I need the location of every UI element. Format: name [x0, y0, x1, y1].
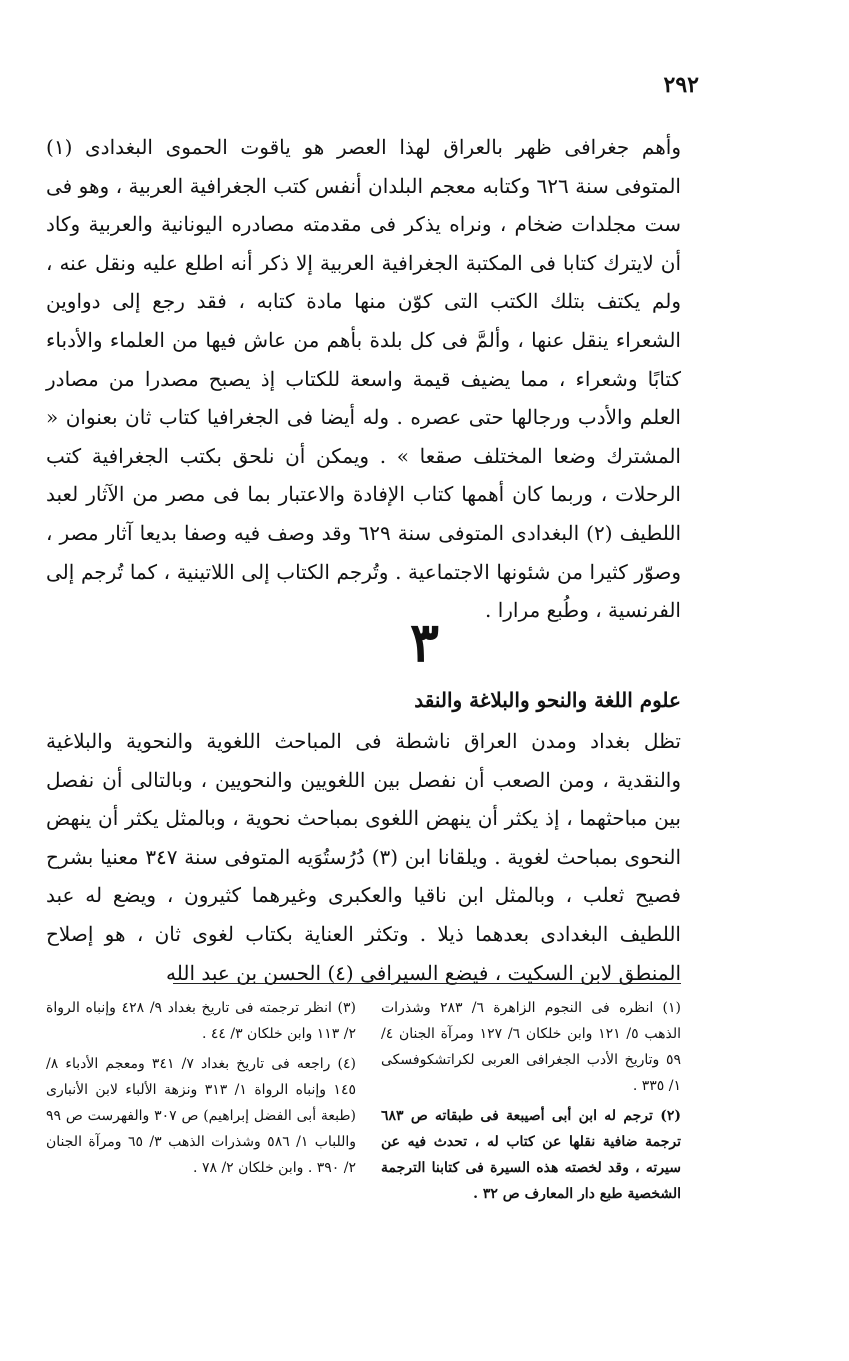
footnote-2: (٢) ترجم له ابن أبى أصيبعة فى طبقاته ص ٦٨٣ ترجمة ضافية نقلها عن كتاب له ، تحدث فيه عن سيرته ، وقد لخصته هذه السيرة فى كتابنا الترجمة الشخصية طبع دار المعارف ص ٣٢ . [381, 1108, 681, 1202]
footnotes-column-right [381, 995, 681, 1211]
section-number: ٣ [409, 610, 439, 674]
footnotes-column-left [46, 995, 356, 1185]
body-paragraph-geography: وأهم جغرافى ظهر بالعراق لهذا العصر هو ياقوت الحموى البغدادى (١) المتوفى سنة ٦٢٦ وكتابه معجم البلدان أنفس كتب الجغرافية العربية ، وهو فى ست مجلدات ضخام ، ونراه يذكر فى مقدمته مصادره اليونانية والعربية وكاد أن لايترك كتابا فى المكتبة الجغرافية العربية إلا ذكر أنه اطلع عليه ونقل عنه ، ولم يكتف بتلك الكتب التى كوّن منها مادة كتابه ، فقد رجع إلى دواوين الشعراء ينقل عنها ، وألمَّ فى كل بلدة بأهم من عاش فيها من العلماء والأدباء كتابًا وشعراء ، مما يضيف قيمة واسعة للكتاب إذ يصبح مصدرا من مصادر العلم والأدب ورجالها حتى عصره . وله أيضا فى الجغرافيا كتاب ثان بعنوان « المشترك وضعا المختلف صقعا » . ويمكن أن نلحق بكتب الجغرافية كتب الرحلات ، وربما كان أهمها كتاب الإفادة والاعتبار بما فى مصر من الآثار لعبد اللطيف (٢) البغدادى المتوفى سنة ٦٢٩ وقد وصف فيه وصفا بديعا آثار مصر ، وصوّر كثيرا من شئونها الاجتماعية . وتُرجم الكتاب إلى اللاتينية ، كما تُرجم إلى الفرنسية ، وطُبع مرارا . [46, 135, 682, 623]
section-heading: علوم اللغة والنحو والبلاغة والنقد [414, 688, 681, 712]
footnote-3: (٣) انظر ترجمته فى تاريخ بغداد ٩/ ٤٢٨ وإنباه الرواة ٢/ ١١٣ وابن خلكان ٣/ ٤٤ . [46, 1000, 356, 1042]
footnote-4: (٤) راجعه فى تاريخ بغداد ٧/ ٣٤١ ومعجم الأدباء ٨/ ١٤٥ وإنباه الرواة ١/ ٣١٣ ونزهة الألباء لابن الأنبارى (طبعة أبى الفضل إبراهيم) ص ٣٠٧ والفهرست ص ٩٩ واللباب ١/ ٥٨٦ وشذرات الذهب ٣/ ٦٥ ومرآة الجنان ٢/ ٣٩٠ . وابن خلكان ٢/ ٧٨ . [46, 1056, 357, 1176]
footnote-1: (١) انظره فى النجوم الزاهرة ٦/ ٢٨٣ وشذرات الذهب ٥/ ١٢١ وابن خلكان ٦/ ١٢٧ ومرآة الجنان ٤/ ٥٩ وتاريخ الأدب الجغرافى العربى لكراتشكوفسكى ١/ ٣٣٥ . [381, 1000, 682, 1094]
page-number: ٢٩٢ [663, 72, 699, 98]
footnote-separator [173, 983, 681, 984]
body-paragraph-linguistics: تظل بغداد ومدن العراق ناشطة فى المباحث اللغوية والنحوية والبلاغية والنقدية ، ومن الصعب أن نفصل بين اللغويين والنحويين ، وبالتالى أن نفصل بين مباحثهما ، إذ يكثر أن ينهض اللغوى بمباحث نحوية ، وبالمثل يكثر أن ينهض النحوى بمباحث لغوية . ويلقانا ابن (٣) دُرُستُوَيه المتوفى سنة ٣٤٧ معنيا بشرح فصيح ثعلب ، وبالمثل ابن ناقيا والعكبرى وغيرهما كثيرون ، ويضع له عبد اللطيف البغدادى بعدهما ذيلا . وتكثر العناية بكتاب لغوى ثان ، هو إصلاح المنطق لابن السكيت ، فيضع السيرافى (٤) الحسن بن عبد الله [46, 729, 682, 985]
